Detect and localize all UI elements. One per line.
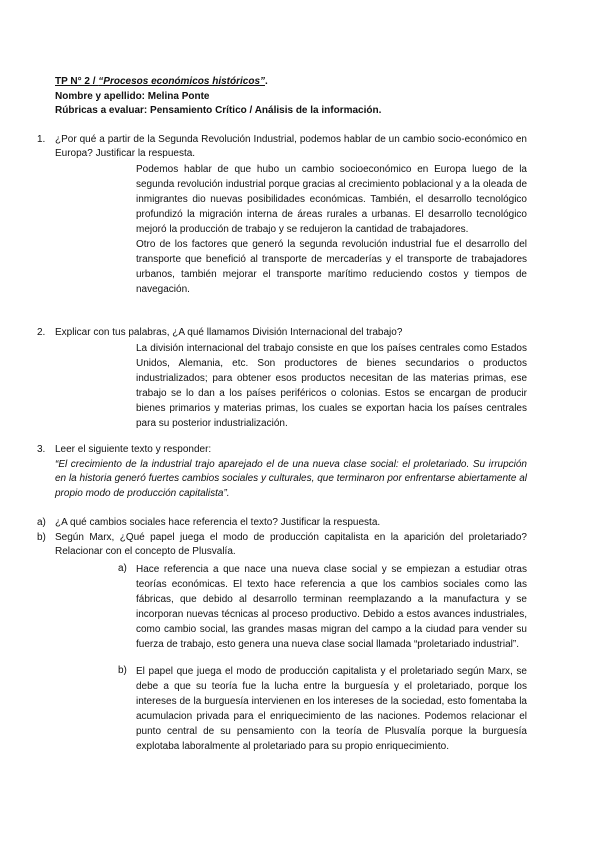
q1-question: ¿Por qué a partir de la Segunda Revolución Industrial, podemos hablar de un cambio socio-económico en Europa? Justificar la respuesta. — [55, 134, 527, 160]
q1-answer — [136, 162, 527, 297]
tp-prefix: TP N° 2 / — [55, 76, 99, 87]
q3-sub-b-marker: b) — [37, 532, 46, 543]
q3-quote: “El crecimiento de la industrial trajo aparejado el de una nueva clase social: el proletariado. Su irrupción en la historia generó fuertes cambios sociales y culturales, que terminaron por enfrentarse abiertamente al propio modo de producción capitalista”. — [55, 459, 527, 499]
q3-answer-a: Hace referencia a que nace una nueva clase social y se empiezan a estudiar otras teorías económicas. El texto hace referencia a que los cambios sociales como las fábricas, que debido al desarrollo terminan reemplazando a la manufactura y se incorporan nuevas técnicas al proceso productivo. Debido a estos avances industriales, como cambio social, las grandes masas migran del campo a la ciudad para vender su fuerza de trabajo, esto genera una nueva clase social llamada “proletariado industrial”. — [136, 564, 527, 650]
q3-sub-a-marker: a) — [37, 517, 46, 528]
tp-title: “Procesos económicos históricos” — [98, 76, 265, 87]
q1-number: 1. — [37, 134, 46, 145]
student-name: Nombre y apellido: Melina Ponte — [55, 90, 210, 102]
q3-answer-a-marker: a) — [118, 563, 127, 574]
q3-sub-a: ¿A qué cambios sociales hace referencia el texto? Justificar la respuesta. — [55, 517, 381, 528]
q2-number: 2. — [37, 327, 46, 338]
tp-title-line — [55, 75, 381, 90]
q2-answer: La división internacional del trabajo consiste en que los países centrales como Estados Unidos, Alemania, etc. Son productores de bienes secundarios o productos industrializados; para obtener esos productos necesitan de las materias primas, ese trabajo se lo dan a los países periféricos o colonias. Estos se encargan de producir bienes primarios y materias primas, los cuales se exportan hacia los países centrales para su posterior industrialización. — [136, 343, 527, 429]
tp-suffix: . — [265, 76, 268, 87]
q3-sub-b: Según Marx, ¿Qué papel juega el modo de producción capitalista en la aparición del proletariado? Relacionar con el concepto de Plusvalía. — [55, 532, 527, 558]
q1-answer-paragraph-1: Podemos hablar de que hubo un cambio socioeconómico en Europa luego de la segunda revolución industrial porque gracias al crecimiento poblacional y a la oleada de inmigrantes dio nuevas posibilidades económicas. También, el desarrollo tecnológico profundizó la migración interna de áreas rurales a urbanas. El desarrollo tecnológico mejoró la producción de trabajo y se redujeron la cantidad de trabajadores. — [136, 164, 527, 235]
q3-number: 3. — [37, 444, 46, 455]
q2-question: Explicar con tus palabras, ¿A qué llamamos División Internacional del trabajo? — [55, 327, 403, 338]
q1-answer-paragraph-2: Otro de los factores que generó la segunda revolución industrial fue el desarrollo del transporte que benefició al transporte de mercaderías y el transporte de trabajadores urbanos, también mejorar el transporte marítimo reduciendo costos y tiempos de navegación. — [136, 239, 527, 295]
document-header — [55, 75, 381, 119]
q3-intro: Leer el siguiente texto y responder: — [55, 444, 212, 455]
q3-answer-b-marker: b) — [118, 665, 127, 676]
rubrics-line: Rúbricas a evaluar: Pensamiento Crítico / Análisis de la información. — [55, 105, 382, 116]
q3-answer-b: El papel que juega el modo de producción capitalista y el proletariado según Marx, se debe a que su teoría fue la lucha entre la burguesía y el proletariado, porque los intereses de la burguesía intervienen en los intereses de la sociedad, esto fomentaba la acumulacion privada para el enriquecimiento de las naciones. Podemos relacionar el punto central de su pensamiento con la teoría de Plusvalía porque la burguesía explotaba laboralmente al proletariado para su propio enriquecimiento. — [136, 666, 527, 752]
